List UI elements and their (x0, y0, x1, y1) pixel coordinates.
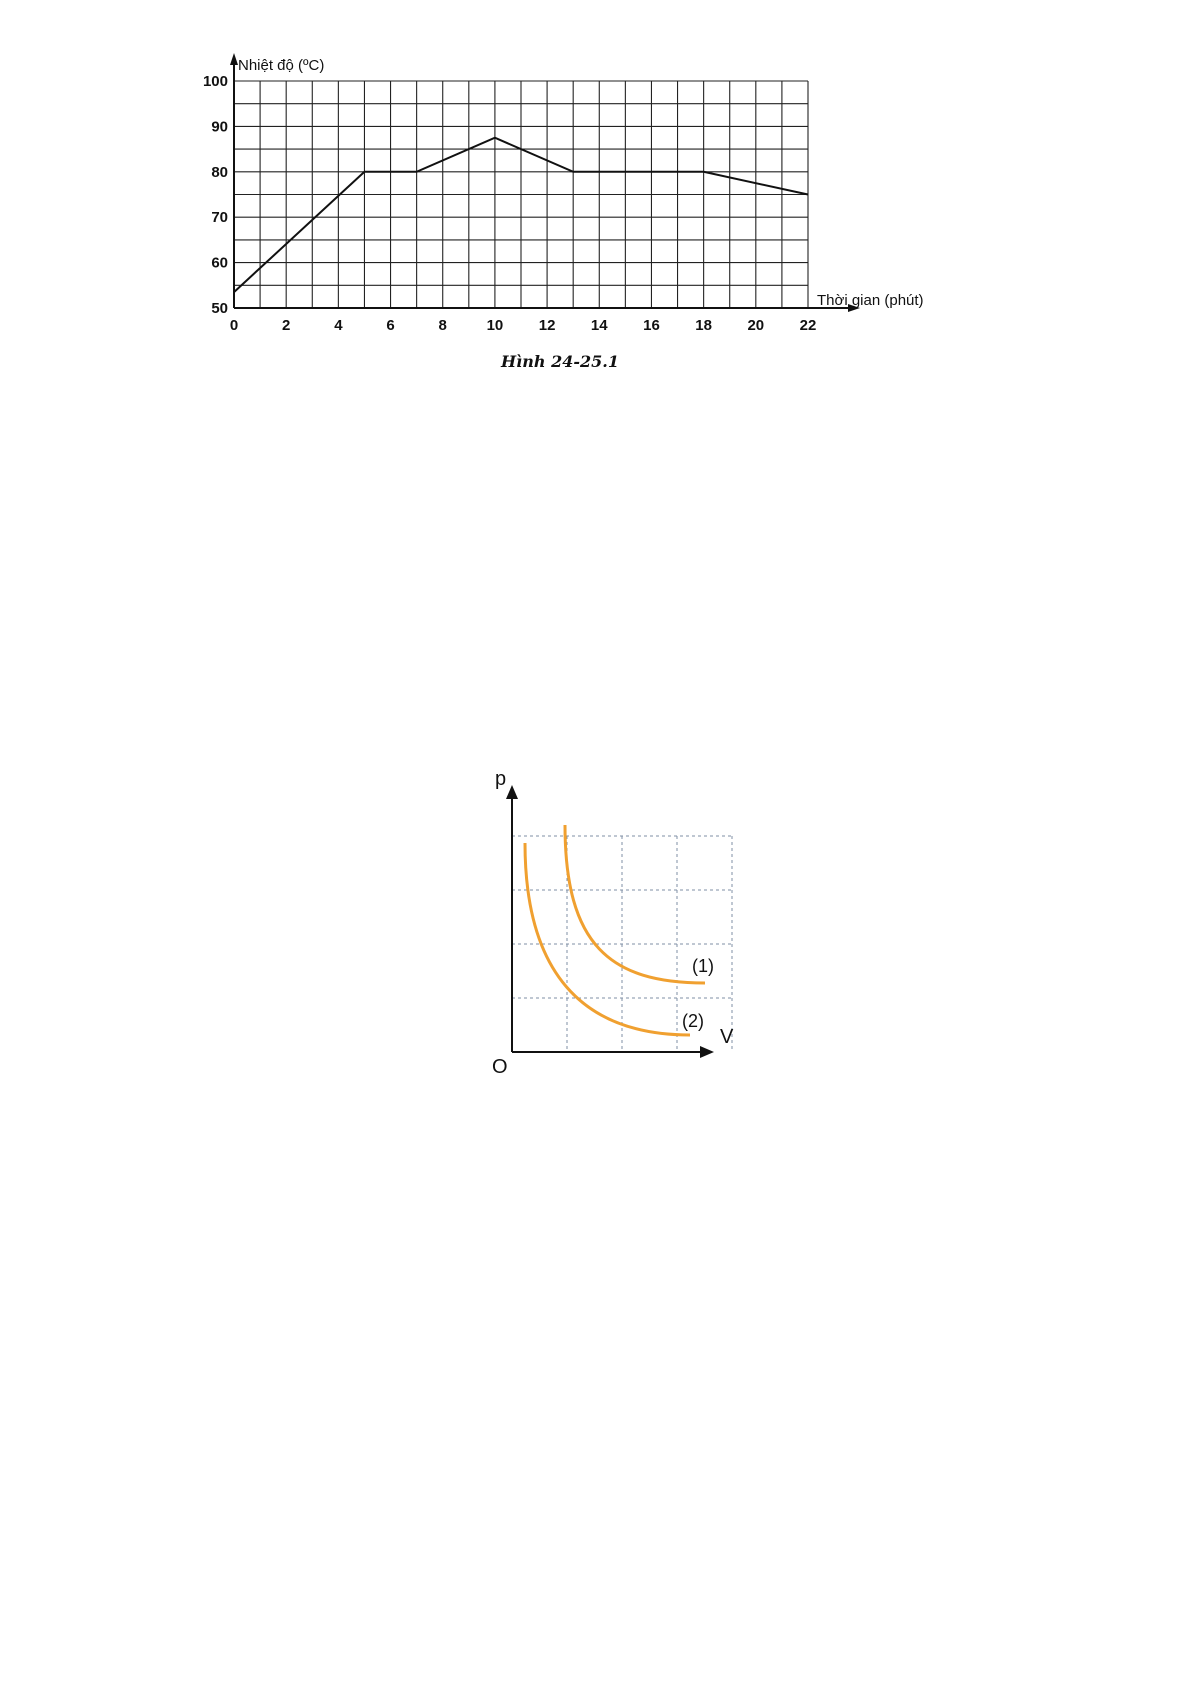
x-tick-label: 22 (799, 317, 817, 334)
chart-axes (230, 53, 860, 312)
y-tick-label: 100 (202, 73, 228, 90)
x-axis-arrow (700, 1046, 714, 1058)
x-tick-label: 16 (643, 317, 660, 334)
x-tick-label: 14 (590, 317, 608, 334)
isotherm-curve-1 (565, 825, 705, 983)
x-axis-label: Thời gian (phút) (817, 292, 924, 309)
x-tick-label: 18 (695, 317, 712, 334)
x-tick-label: 6 (386, 317, 395, 334)
x-tick-label: 2 (282, 317, 291, 334)
figure-caption: Hình 24-25.1 (501, 352, 619, 371)
x-tick-label: 0 (229, 317, 239, 334)
series-label-2: (2) (682, 1011, 704, 1031)
x-tick-label: 20 (747, 317, 765, 334)
pv-diagram (470, 755, 790, 1085)
x-tick-label: 10 (486, 317, 504, 334)
temperature-time-chart (200, 45, 1020, 405)
x-tick-label: 8 (438, 317, 447, 334)
y-tick-label: 50 (211, 300, 228, 317)
x-tick-label: 12 (538, 317, 556, 334)
y-tick-label: 80 (211, 163, 228, 181)
origin-label: O (492, 1056, 508, 1078)
y-tick-labels (203, 73, 228, 317)
series-label-1: (1) (692, 956, 714, 976)
y-axis-arrow (506, 785, 518, 799)
y-axis-label: Nhiệt độ (ºC) (238, 57, 325, 74)
y-tick-label: 90 (211, 118, 228, 136)
chart-grid (234, 81, 808, 308)
x-tick-labels (230, 317, 817, 334)
y-axis-label: p (495, 768, 507, 790)
isotherm-curve-2 (525, 843, 690, 1035)
y-tick-label: 60 (211, 254, 228, 272)
y-tick-label: 70 (211, 209, 228, 227)
x-tick-label: 4 (334, 317, 343, 334)
x-axis-label: V (720, 1026, 734, 1048)
